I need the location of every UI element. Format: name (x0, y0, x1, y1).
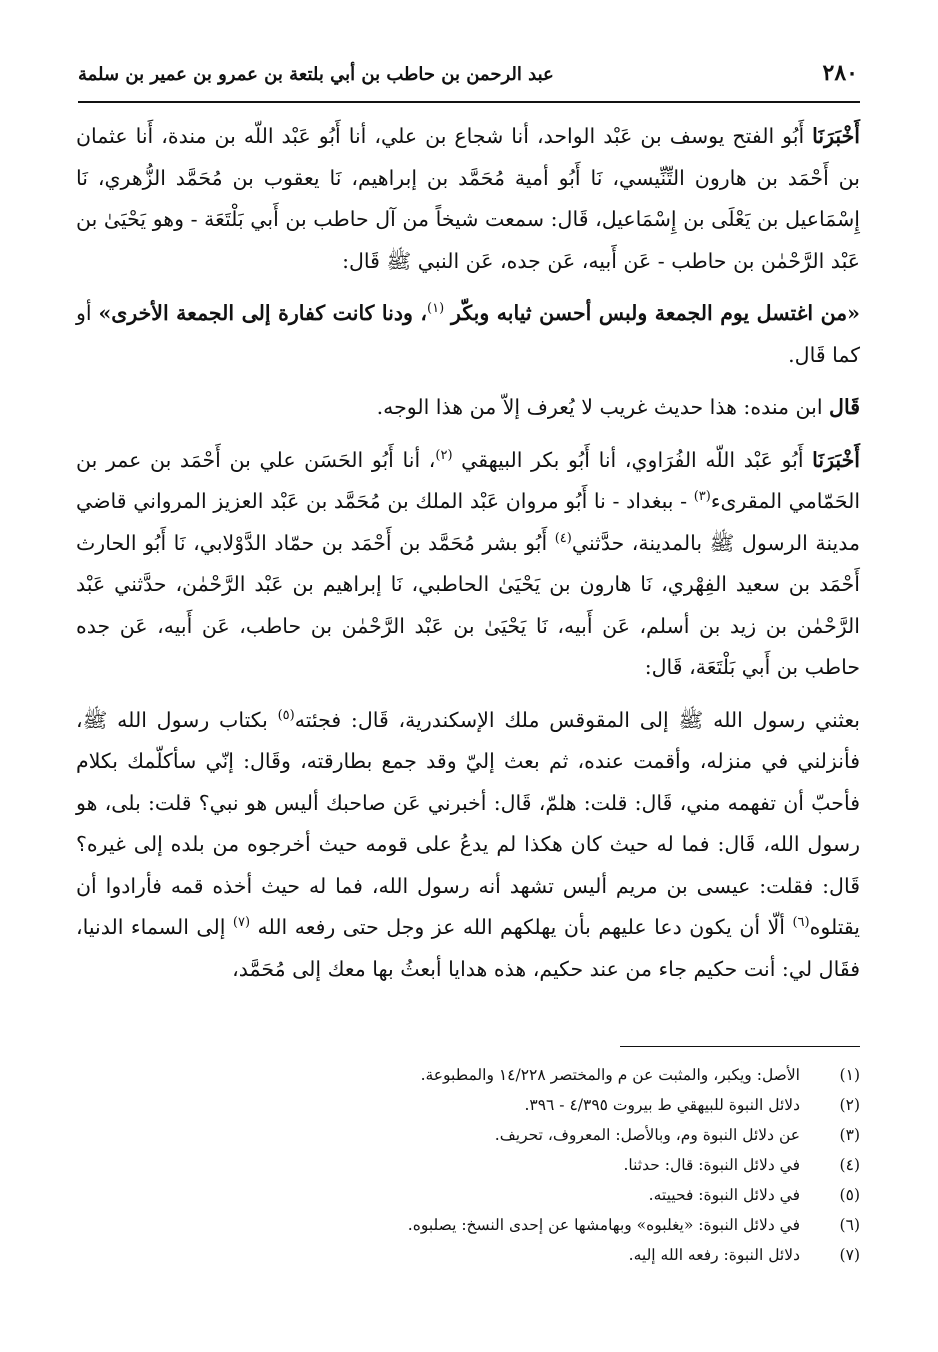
lead-word: أَخْبَرَنَا (812, 447, 860, 472)
footnote-text: عن دلائل النبوة وم، وبالأصل: المعروف، تحريف. (494, 1126, 800, 1144)
footnote-ref: (٢) (435, 447, 453, 463)
paragraph-2 (76, 293, 860, 376)
footnote-text: دلائل النبوة: رفعه الله إليه. (628, 1246, 800, 1264)
hadith-text: «من اغتسل يوم الجمعة ولبس أحسن ثيابه وبكّر (451, 301, 860, 325)
footnote-text: الأصل: ويكبر، والمثبت عن م والمختصر ١٤/٢٢٨ والمطبوعة. (420, 1066, 800, 1084)
page-header (78, 60, 858, 86)
paragraph-text: إلى السماء الدنيا، فقَال لي: أنت حكيم جاء من عند حكيم، هذه هدايا أبعثُ بها معك إلى مُحَمَّد، (76, 915, 860, 981)
footnote-number: (٧) (839, 1246, 860, 1264)
footnotes (78, 1060, 860, 1270)
footnote-rule (620, 1046, 860, 1047)
paragraph-text: أَبُو الفتح يوسف بن عَبْد الواحد، أنا شجاع بن علي، أنا أَبُو عَبْد اللّه بن مندة، أَنا عثمان بن أَحْمَد بن هارون التِّنِّيسي، نَا أَبُو أمية مُحَمَّد بن إبراهيم، نَا يعقوب بن مُحَمَّد الزُّهري، نَا إِسْمَاعيل بن يَعْلَى بن إِسْمَاعيل، قَال: سمعت شيخاً من آل حاطب بن أَبي بَلْتَعَة - وهو يَحْيَىٰ بن عَبْد الرَّحْمٰن بن حاطب - عَن أَبيه، عَن جده، عَن النبي ﷺ قَال: (76, 124, 860, 273)
paragraph-5 (76, 700, 860, 991)
lead-word: قَال (829, 395, 860, 419)
footnote-ref: (٥) (277, 707, 295, 723)
footnote-number: (٢) (839, 1096, 860, 1114)
footnote (78, 1150, 860, 1180)
footnote (78, 1120, 860, 1150)
paragraph-text: ألّا أن يكون دعا عليهم بأن يهلكهم الله عز وجل حتى رفعه الله (257, 915, 793, 939)
paragraph-text: أو كما قَال. (76, 301, 860, 367)
main-text (76, 116, 860, 1001)
footnote (78, 1090, 860, 1120)
footnote-number: (١) (839, 1066, 860, 1084)
paragraph-text: بعثني رسول الله ﷺ إلى المقوقس ملك الإسكندرية، قَال: فجئته (294, 707, 861, 732)
paragraph-text: بكتاب رسول الله ﷺ، فأنزلني في منزله، وأقمت عنده، ثم بعث إليّ وقد جمع بطارقته، وقَال: إنّي سأكلّمك بكلام فأحبّ أن تفهمه مني، قَال: قلت: هلمّ، قَال: أخبرني عَن صاحبك أليس هو نبي؟ قلت: بلى، هو رسول الله، قَال: فما له حيث كان هكذا لم يدعُ على قومه حيث أخرجوه من بلده إلى غيره؟ قَال: فقلت: عيسى بن مريم أليس تشهد أنه رسول الله، فما له حيث أخذه قمه فأرادوا أن يقتلوه (76, 707, 860, 939)
hadith-text: ، ودنا كانت كفارة إلى الجمعة الأخرى» (98, 301, 428, 325)
paragraph-text: أَبُو عَبْد اللّه الفُرَاوي، أنا أَبُو بكر البيهقي (461, 447, 813, 472)
paragraph-text: ابن منده: هذا حديث غريب لا يُعرف إلاّ من هذا الوجه. (376, 395, 830, 419)
page-number: ٢٨٠ (822, 60, 858, 86)
footnote-ref: (٧) (232, 915, 251, 931)
footnote-number: (٦) (839, 1216, 860, 1234)
paragraph-text: أَبُو بشر مُحَمَّد بن أَحْمَد بن حمّاد الدَّوْلابي، نَا أَبُو الحارث أَحْمَد بن سعيد الفِهْري، نَا هارون بن يَحْيَىٰ الحاطبي، نَا إبراهيم بن عَبْد الرَّحْمٰن، حدَّثني عَبْد الرَّحْمٰن بن زيد بن أسلم، عَن أَبيه، نَا يَحْيَىٰ بن عَبْد الرَّحْمٰن بن حاطب، عَن أَبيه، عَن جده حاطب بن أَبي بَلْتَعَة، قَال: (76, 530, 860, 679)
footnote-text: في دلائل النبوة: قال: حدثنا. (623, 1156, 800, 1174)
lead-word: أَخْبَرَنَا (812, 124, 860, 148)
footnote (78, 1060, 860, 1090)
paragraph-text: - ببغداد - نا أَبُو مروان عَبْد الملك بن مُحَمَّد بن عَبْد العزيز المرواني قاضي مدينة الرسول ﷺ بالمدينة، حدَّثني (76, 489, 860, 555)
footnote-ref: (٣) (693, 489, 711, 505)
paragraph-text: ، أنا أَبُو الحَسَن علي بن أَحْمَد بن عمر بن الحَمّامي المقرىء (76, 447, 861, 513)
running-title: عبد الرحمن بن حاطب بن أبي بلتعة بن عمرو بن عمير بن سلمة (78, 64, 554, 85)
footnote-number: (٣) (839, 1126, 860, 1144)
footnote-ref: (١) (427, 301, 445, 317)
paragraph-4 (76, 440, 860, 689)
footnote-text: في دلائل النبوة: «يغلبوه» وبهامشها عن إحدى النسخ: يصلبوه. (407, 1216, 800, 1234)
footnote-text: دلائل النبوة للبيهقي ط بيروت ٤/٣٩٥ - ٣٩٦. (524, 1096, 800, 1114)
header-rule (78, 101, 860, 103)
footnote (78, 1210, 860, 1240)
footnote-number: (٥) (839, 1186, 860, 1204)
paragraph-3 (76, 387, 860, 429)
footnote-ref: (٤) (554, 530, 572, 546)
footnote (78, 1180, 860, 1210)
footnote (78, 1240, 860, 1270)
footnote-number: (٤) (839, 1156, 860, 1174)
footnote-text: في دلائل النبوة: فحييته. (648, 1186, 800, 1204)
paragraph-1 (76, 116, 860, 282)
footnote-ref: (٦) (792, 915, 810, 931)
